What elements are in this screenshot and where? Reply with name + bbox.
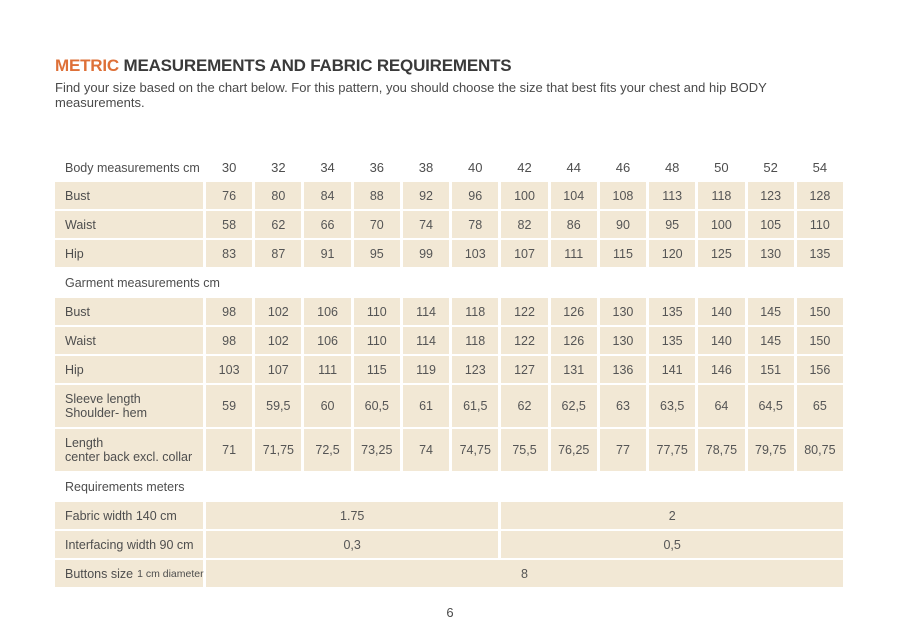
cell-value: 110: [797, 211, 843, 238]
cell-value: 135: [649, 327, 695, 354]
row-label: Interfacing width 90 cm: [55, 531, 203, 558]
cell-value: 114: [403, 298, 449, 325]
cell-value: 70: [354, 211, 400, 238]
cell-value: 107: [255, 356, 301, 383]
cell-value: 122: [501, 298, 547, 325]
cell-value: 141: [649, 356, 695, 383]
table-row: [55, 531, 843, 558]
cell-value: 64: [698, 385, 744, 427]
size-column-header: 54: [812, 160, 828, 175]
cell-value: 118: [452, 327, 498, 354]
cell-value: 73,25: [354, 429, 400, 471]
cell-value: 91: [304, 240, 350, 267]
size-column-header: 44: [566, 160, 581, 175]
merged-cell-value: 1.75: [206, 502, 498, 529]
page-title: [55, 56, 843, 76]
size-column-header: 40: [468, 160, 483, 175]
cell-value: 90: [600, 211, 646, 238]
cell-value: 135: [797, 240, 843, 267]
cell-value: 74,75: [452, 429, 498, 471]
cell-value: 122: [501, 327, 547, 354]
cell-value: 83: [206, 240, 252, 267]
cell-value: 118: [698, 182, 744, 209]
cell-value: 115: [354, 356, 400, 383]
cell-value: 103: [452, 240, 498, 267]
cell-value: 104: [551, 182, 597, 209]
row-label: Waist: [55, 211, 203, 238]
cell-value: 92: [403, 182, 449, 209]
cell-value: 102: [255, 327, 301, 354]
cell-value: 79,75: [748, 429, 794, 471]
cell-value: 98: [206, 298, 252, 325]
cell-value: 150: [797, 298, 843, 325]
cell-value: 77,75: [649, 429, 695, 471]
title-rest: MEASUREMENTS AND FABRIC REQUIREMENTS: [118, 56, 512, 75]
cell-value: 102: [255, 298, 301, 325]
cell-value: 136: [600, 356, 646, 383]
cell-value: 59,5: [255, 385, 301, 427]
page-subtitle: [55, 80, 843, 110]
cell-value: 156: [797, 356, 843, 383]
cell-value: 126: [551, 327, 597, 354]
size-column-header: 46: [615, 160, 631, 175]
cell-value: 76,25: [551, 429, 597, 471]
cell-value: 99: [403, 240, 449, 267]
size-column-header: 32: [271, 160, 286, 175]
cell-value: 111: [551, 240, 597, 267]
size-chart-table: [55, 155, 843, 587]
row-label: Hip: [55, 356, 203, 383]
cell-value: 103: [206, 356, 252, 383]
cell-value: 77: [600, 429, 646, 471]
table-row: [55, 211, 843, 238]
cell-value: 140: [698, 298, 744, 325]
cell-value: 80: [255, 182, 301, 209]
size-column-header: 30: [221, 160, 237, 175]
cell-value: 59: [206, 385, 252, 427]
row-label: Waist: [55, 327, 203, 354]
cell-value: 151: [748, 356, 794, 383]
cell-value: 123: [452, 356, 498, 383]
cell-value: 140: [698, 327, 744, 354]
cell-value: 110: [354, 327, 400, 354]
cell-value: 71: [206, 429, 252, 471]
cell-value: 64,5: [748, 385, 794, 427]
section-label-requirements: Requirements meters: [65, 479, 185, 494]
cell-value: 105: [748, 211, 794, 238]
size-column-header: 38: [418, 160, 434, 175]
cell-value: 114: [403, 327, 449, 354]
cell-value: 76: [206, 182, 252, 209]
cell-value: 100: [501, 182, 547, 209]
cell-value: 145: [748, 327, 794, 354]
size-column-header: 34: [320, 160, 335, 175]
cell-value: 62: [255, 211, 301, 238]
cell-value: 95: [354, 240, 400, 267]
cell-value: 106: [304, 327, 350, 354]
cell-value: 61,5: [452, 385, 498, 427]
size-column-header: 42: [517, 160, 532, 175]
row-label: Bust: [55, 298, 203, 325]
table-row: [55, 385, 843, 427]
cell-value: 98: [206, 327, 252, 354]
cell-value: 131: [551, 356, 597, 383]
cell-value: 88: [354, 182, 400, 209]
cell-value: 75,5: [501, 429, 547, 471]
cell-value: 78: [452, 211, 498, 238]
cell-value: 125: [698, 240, 744, 267]
subtitle-line-1: Find your size based on the chart below. For this pattern, you should choose the size that best fits your chest and hip BODY: [55, 80, 767, 95]
row-label: Buttons size 1 cm diameter: [55, 560, 203, 587]
cell-value: 74: [403, 211, 449, 238]
table-row: [55, 502, 843, 529]
cell-value: 146: [698, 356, 744, 383]
row-label: Length center back excl. collar: [55, 429, 203, 471]
table-row: [55, 182, 843, 209]
cell-value: 110: [354, 298, 400, 325]
row-label: Bust: [55, 182, 203, 209]
cell-value: 60: [304, 385, 350, 427]
cell-value: 58: [206, 211, 252, 238]
cell-value: 61: [403, 385, 449, 427]
cell-value: 113: [649, 182, 695, 209]
size-column-header: 52: [763, 160, 778, 175]
cell-value: 63: [600, 385, 646, 427]
merged-cell-value: 8: [206, 560, 843, 587]
size-column-header: 50: [714, 160, 729, 175]
cell-value: 78,75: [698, 429, 744, 471]
cell-value: 66: [304, 211, 350, 238]
merged-cell-value: 0,5: [501, 531, 843, 558]
cell-value: 72,5: [304, 429, 350, 471]
section-label-body-measurements: Body measurements cm: [65, 160, 200, 175]
cell-value: 80,75: [797, 429, 843, 471]
table-row: [55, 269, 843, 296]
title-highlight: METRIC: [55, 56, 119, 75]
cell-value: 128: [797, 182, 843, 209]
cell-value: 111: [304, 356, 350, 383]
cell-value: 130: [600, 298, 646, 325]
table-row: [55, 473, 843, 500]
cell-value: 65: [797, 385, 843, 427]
subtitle-line-2: measurements.: [55, 95, 145, 110]
table-row: [55, 429, 843, 471]
cell-value: 108: [600, 182, 646, 209]
row-label: Sleeve length Shoulder- hem: [55, 385, 203, 427]
cell-value: 71,75: [255, 429, 301, 471]
row-label: Fabric width 140 cm: [55, 502, 203, 529]
row-label: Hip: [55, 240, 203, 267]
cell-value: 62: [501, 385, 547, 427]
cell-value: 130: [748, 240, 794, 267]
table-row: [55, 155, 843, 180]
merged-cell-value: 2: [501, 502, 843, 529]
table-row: [55, 356, 843, 383]
cell-value: 100: [698, 211, 744, 238]
cell-value: 126: [551, 298, 597, 325]
section-label-garment-measurements: Garment measurements cm: [65, 275, 220, 290]
cell-value: 118: [452, 298, 498, 325]
size-column-header: 48: [664, 160, 680, 175]
cell-value: 123: [748, 182, 794, 209]
cell-value: 86: [551, 211, 597, 238]
cell-value: 135: [649, 298, 695, 325]
table-row: [55, 240, 843, 267]
cell-value: 82: [501, 211, 547, 238]
cell-value: 62,5: [551, 385, 597, 427]
cell-value: 119: [403, 356, 449, 383]
cell-value: 84: [304, 182, 350, 209]
cell-value: 107: [501, 240, 547, 267]
cell-value: 127: [501, 356, 547, 383]
size-column-header: 36: [369, 160, 385, 175]
cell-value: 74: [403, 429, 449, 471]
table-row: [55, 327, 843, 354]
cell-value: 130: [600, 327, 646, 354]
cell-value: 145: [748, 298, 794, 325]
page-number: 6: [446, 605, 454, 620]
cell-value: 96: [452, 182, 498, 209]
cell-value: 115: [600, 240, 646, 267]
table-row: [55, 298, 843, 325]
cell-value: 95: [649, 211, 695, 238]
cell-value: 60,5: [354, 385, 400, 427]
cell-value: 120: [649, 240, 695, 267]
cell-value: 150: [797, 327, 843, 354]
cell-value: 63,5: [649, 385, 695, 427]
table-row: [55, 560, 843, 587]
cell-value: 106: [304, 298, 350, 325]
merged-cell-value: 0,3: [206, 531, 498, 558]
cell-value: 87: [255, 240, 301, 267]
